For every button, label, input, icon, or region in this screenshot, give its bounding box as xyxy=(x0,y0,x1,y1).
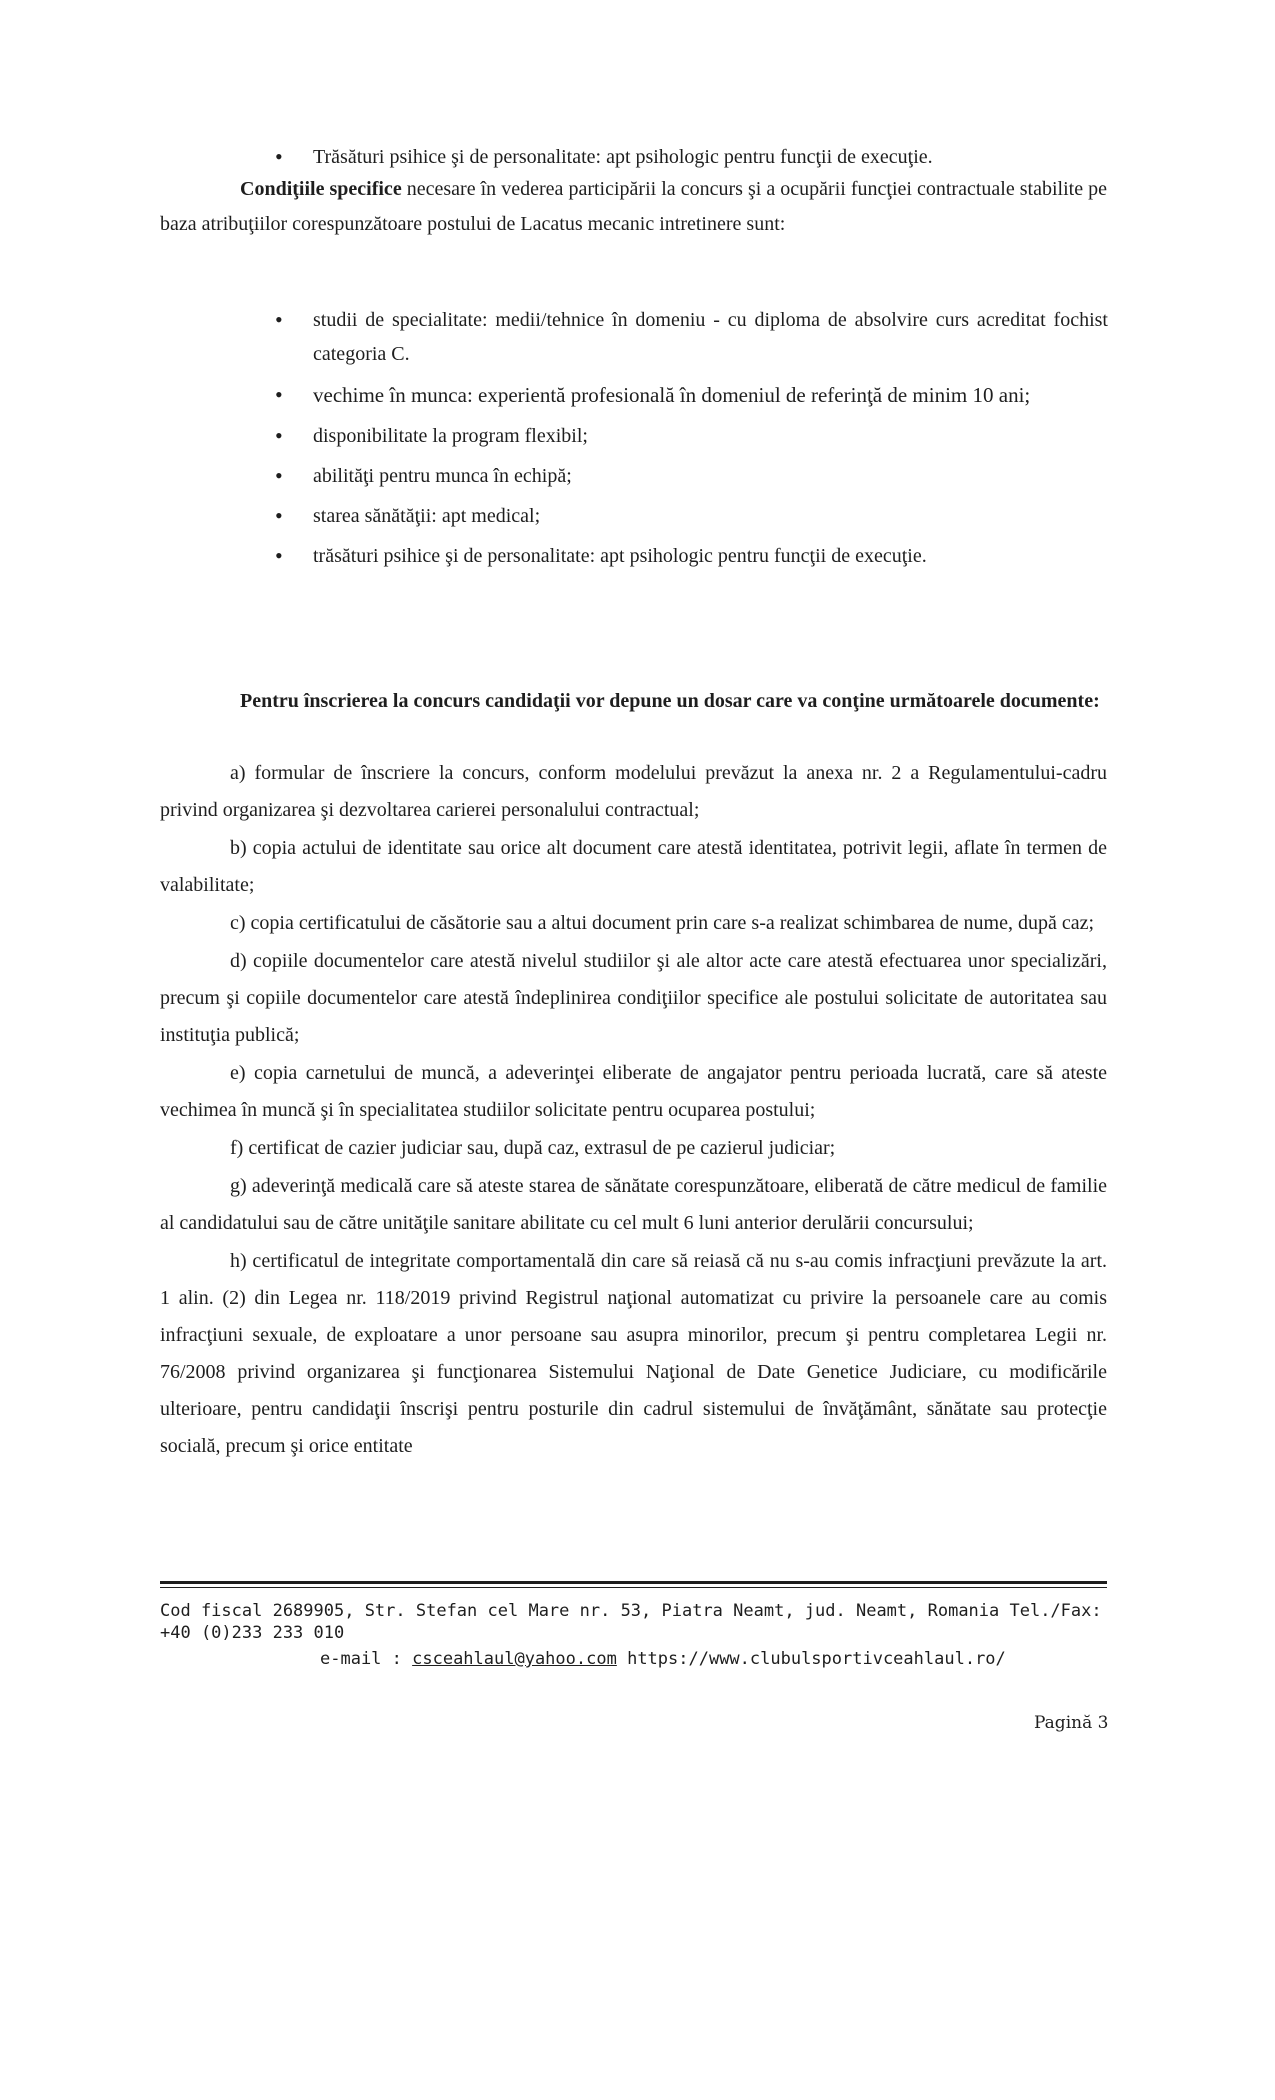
document-requirement: g) adeverinţă medicală care să ateste starea de sănătate corespunzătoare, eliberată de către medicul de familie al candidatului sau de către unităţile sanitare abilitate cu cel mult 6 luni anterior derulării concursului; xyxy=(160,1175,1107,1234)
top-bullet-list xyxy=(313,140,1073,174)
document-requirement: f) certificat de cazier judiciar sau, după caz, extrasul de pe cazierul judiciar; xyxy=(230,1137,836,1159)
specific-conditions-text: necesare în vederea participării la concurs şi a ocupării funcţiei contractuale stabilite pe baza atribuţiilor corespunzătoare postului de Lacatus mecanic intretinere sunt: xyxy=(160,178,1107,235)
list-item: • abilităţi pentru munca în echipă; xyxy=(313,459,1108,493)
footer-contact xyxy=(320,1648,1110,1670)
footer-address: Cod fiscal 2689905, Str. Stefan cel Mare nr. 53, Piatra Neamt, jud. Neamt, Romania Tel./Fax: +40 (0)233 233 010 xyxy=(160,1601,1102,1643)
email-label: e-mail : xyxy=(320,1649,413,1669)
page-number: Pagină 3 xyxy=(1034,1713,1109,1733)
document-requirement: d) copiile documentelor care atestă nivelul studiilor şi ale altor acte care atestă efectuarea unor specializări, precum şi copiile documentelor care atestă îndeplinirea condiţiilor specifice ale postului solicitate de autoritatea sau instituţia publică; xyxy=(160,950,1107,1046)
email-link[interactable]: csceahlaul@yahoo.com xyxy=(412,1649,617,1669)
document-requirement: a) formular de înscriere la concurs, conform modelului prevăzut la anexa nr. 2 a Regulamentului-cadru privind organizarea şi dezvoltarea carierei personalului contractual; xyxy=(160,762,1107,821)
specific-conditions-intro xyxy=(160,172,1107,242)
document-requirement: c) copia certificatului de căsătorie sau a altui document prin care s-a realizat schimbarea de nume, după caz; xyxy=(230,912,1095,934)
footer-divider xyxy=(160,1581,1107,1584)
list-item: • trăsături psihice şi de personalitate: apt psihologic pentru funcţii de execuţie. xyxy=(313,539,1108,573)
documents-heading: Pentru înscrierea la concurs candidaţii vor depune un dosar care va conţine următoarele documente: xyxy=(240,690,1100,712)
documents-list xyxy=(160,755,1107,1466)
document-requirement: h) certificatul de integritate comportamentală din care să reiasă că nu s-au comis infracţiuni prevăzute la art. 1 alin. (2) din Legea nr. 118/2019 privind Registrul naţional automatizat cu privire la persoanele care au comis infracţiuni sexuale, de exploatare a unor persoane sau asupra minorilor, precum şi pentru completarea Legii nr. 76/2008 privind organizarea şi funcţionarea Sistemului Naţional de Date Genetice Judiciare, cu modificările ulterioare, pentru candidaţii înscrişi pentru posturile din cadrul sistemului de învăţământ, sănătate sau protecţie socială, precum şi orice entitate xyxy=(160,1250,1107,1457)
list-item: • disponibilitate la program flexibil; xyxy=(313,419,1108,453)
specific-conditions-list xyxy=(313,303,1108,579)
document-requirement: b) copia actului de identitate sau orice alt document care atestă identitatea, potrivit legii, aflate în termen de valabilitate; xyxy=(160,837,1107,896)
list-item: • starea sănătăţii: apt medical; xyxy=(313,499,1108,533)
list-item: • Trăsături psihice şi de personalitate: apt psihologic pentru funcţii de execuţie. xyxy=(313,140,1073,174)
document-requirement: e) copia carnetului de muncă, a adeverinţei eliberate de angajator pentru perioada lucrată, care să ateste vechimea în muncă şi în specialitatea studiilor solicitate pentru ocuparea postului; xyxy=(160,1062,1107,1121)
footer-divider-thin xyxy=(160,1587,1107,1588)
list-item: • studii de specialitate: medii/tehnice în domeniu - cu diploma de absolvire curs acreditat fochist categoria C. xyxy=(313,303,1108,371)
website-link[interactable]: https://www.clubulsportivceahlaul.ro/ xyxy=(627,1649,1006,1669)
contact-spacer xyxy=(617,1649,627,1669)
list-item: • vechime în munca: experientă profesională în domeniul de referinţă de minim 10 ani; xyxy=(313,377,1108,413)
specific-conditions-heading: Condiţiile specifice xyxy=(240,178,402,200)
